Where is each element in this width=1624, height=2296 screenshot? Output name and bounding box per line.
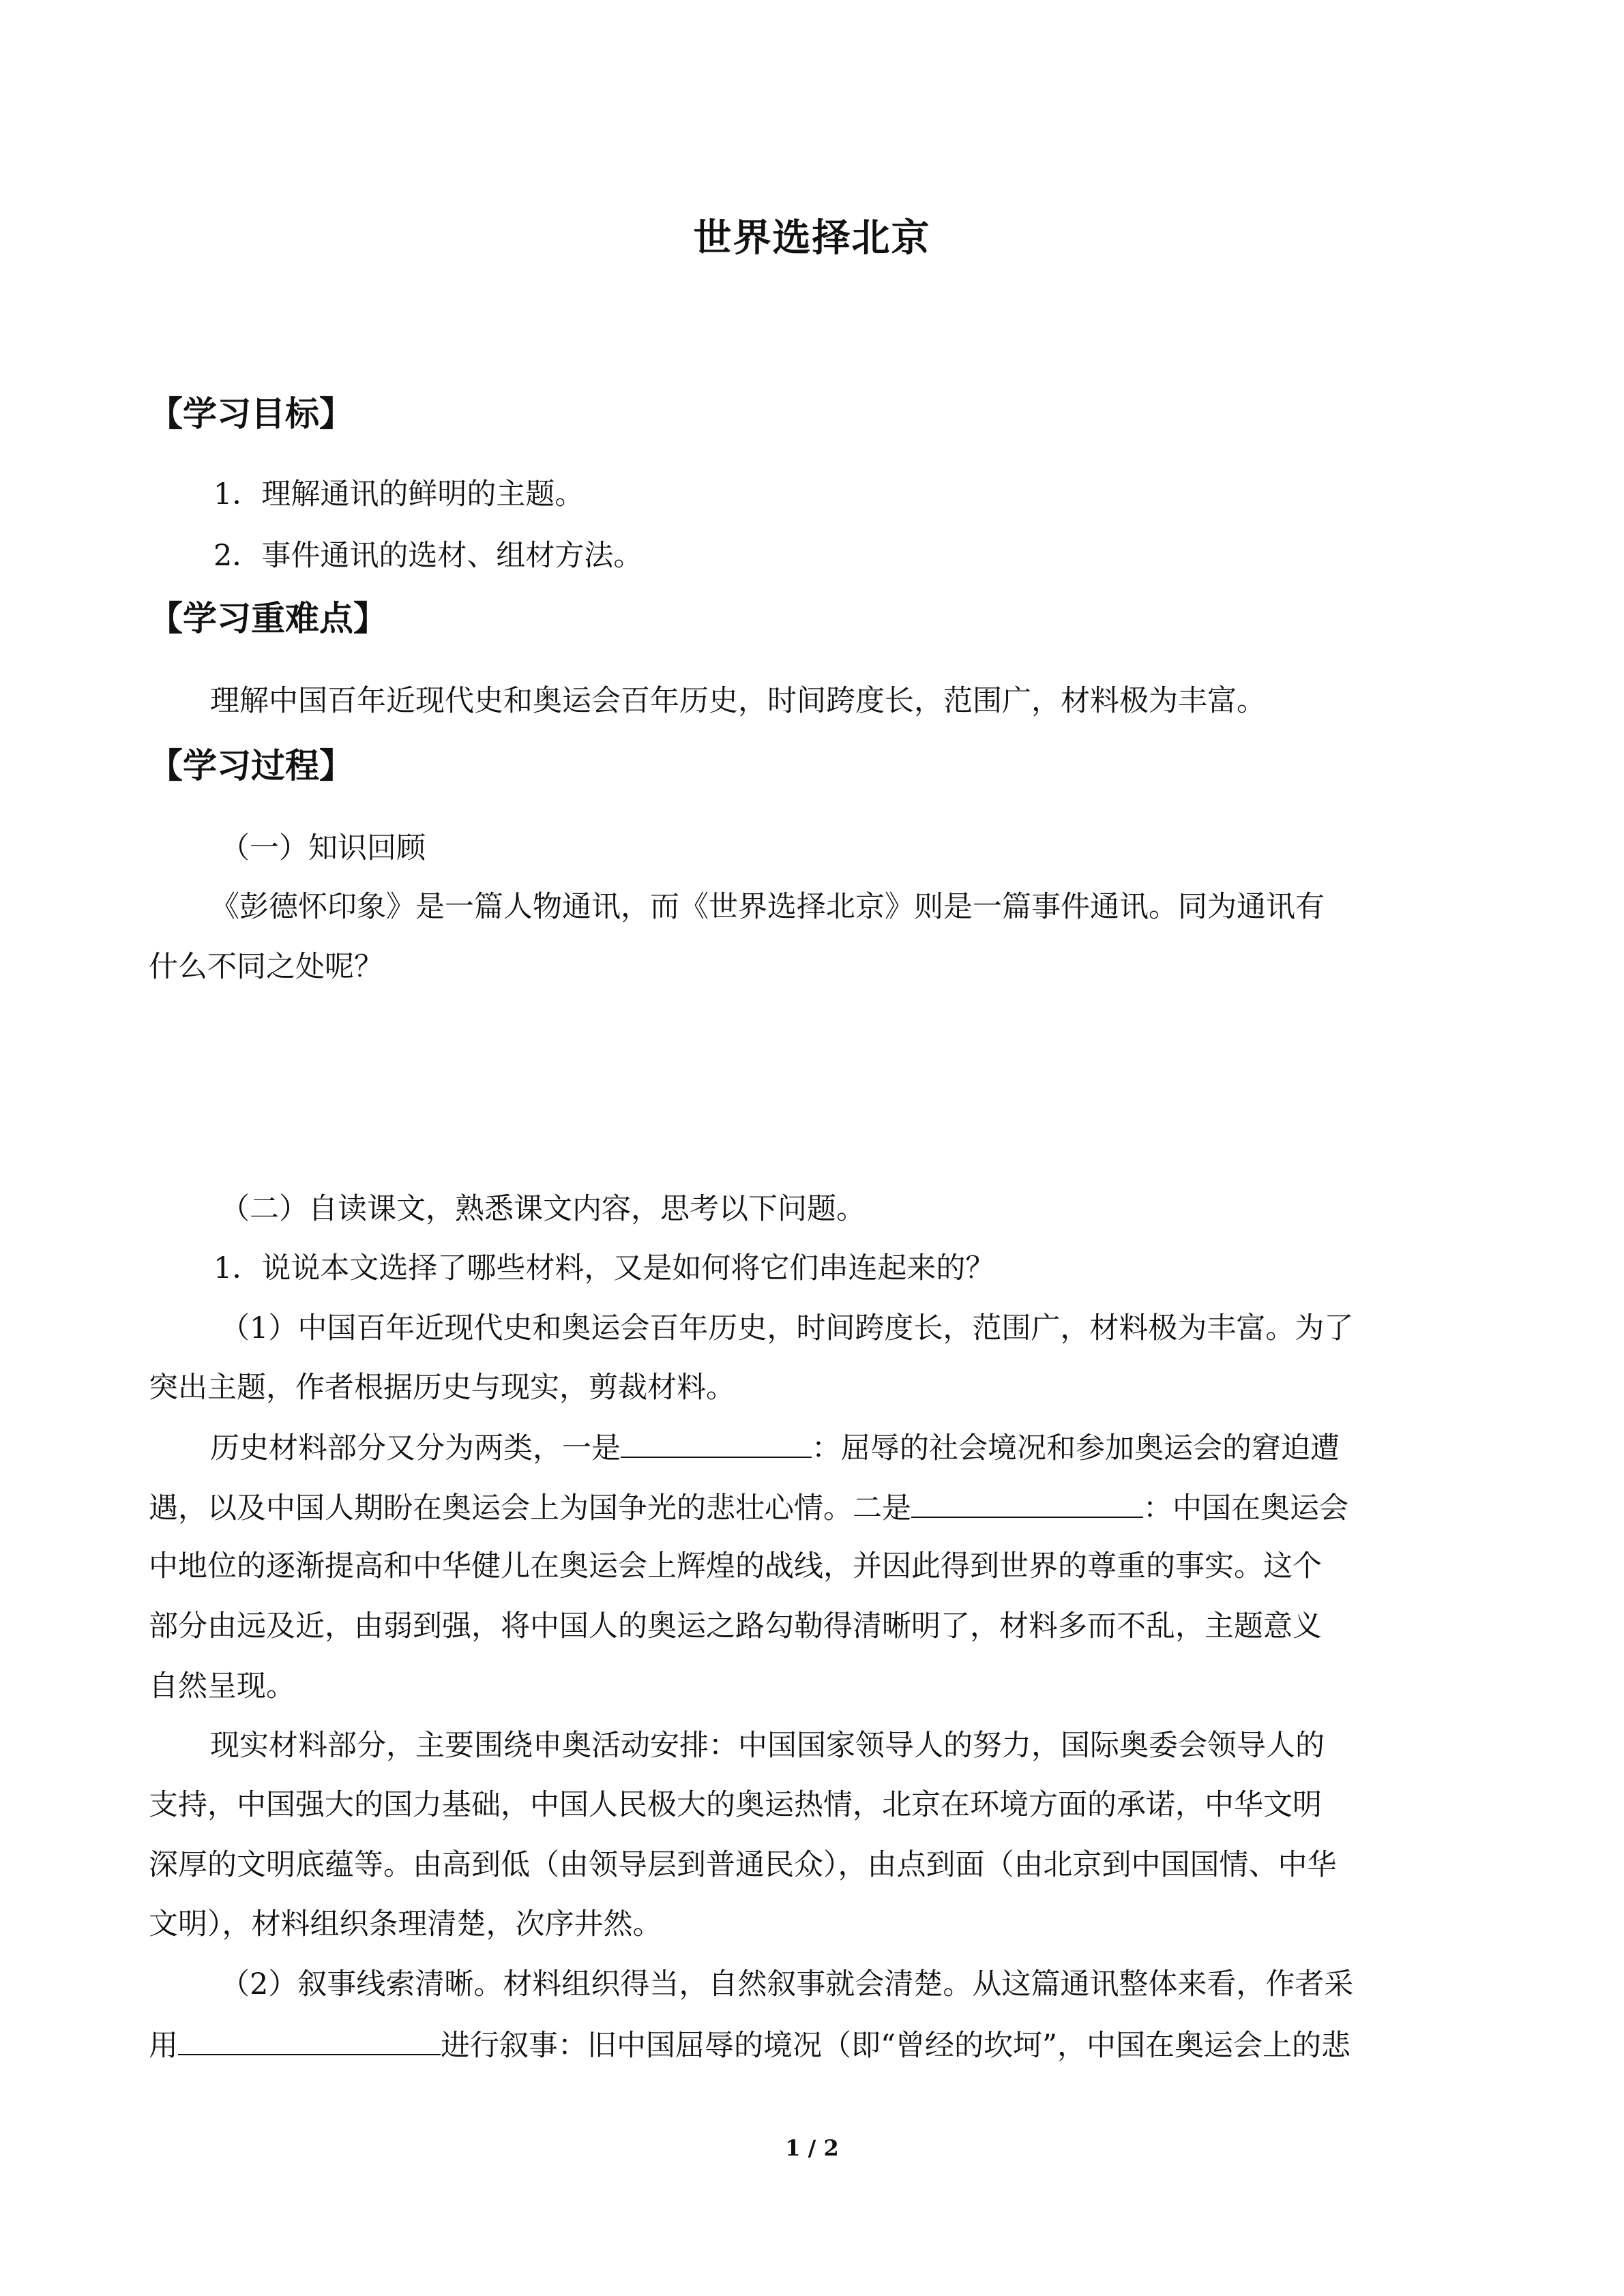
page-number: 1 / 2	[785, 2135, 839, 2161]
paragraph-line	[149, 2024, 1472, 2066]
key-points-text: 理解中国百年近现代史和奥运会百年历史，时间跨度长，范围广，材料极为丰富。	[210, 684, 1266, 718]
text-run: ：屈辱的社会境况和参加奥运会的窘迫遭	[812, 1431, 1340, 1465]
paragraph-line: 支持，中国强大的国力基础，中国人民极大的奥运热情，北京在环境方面的承诺，中华文明	[149, 1788, 1322, 1822]
text-run: 用	[149, 2029, 178, 2063]
paragraph-line: 突出主题，作者根据历史与现实，剪裁材料。	[149, 1371, 735, 1405]
paragraph-line: （1）中国百年近现代史和奥运会百年历史，时间跨度长，范围广，材料极为丰富。为了	[220, 1311, 1354, 1345]
paragraph-line	[149, 1487, 1472, 1529]
fill-in-blank-1[interactable]	[621, 1427, 812, 1458]
paragraph-line	[210, 1427, 1533, 1469]
text-run: 遇，以及中国人期盼在奥运会上为国争光的悲壮心情。二是	[149, 1491, 911, 1525]
text-run: 进行叙事：旧中国屈辱的境况（即“曾经的坎坷”，中国在奥运会上的悲	[441, 2029, 1350, 2063]
paragraph-line: 深厚的文明底蕴等。由高到低（由领导层到普通民众），由点到面（由北京到中国国情、中华	[149, 1848, 1337, 1882]
subheading-review: （一）知识回顾	[220, 831, 426, 865]
fill-in-blank-2[interactable]	[911, 1487, 1143, 1518]
text-run: ：中国在奥运会	[1143, 1491, 1348, 1525]
paragraph-line: 中地位的逐渐提高和中华健儿在奥运会上辉煌的战线，并因此得到世界的尊重的事实。这个	[149, 1549, 1322, 1583]
paragraph-line: 文明），材料组织条理清楚，次序井然。	[149, 1907, 662, 1941]
page-title: 世界选择北京	[693, 216, 931, 260]
paragraph-line: 自然呈现。	[149, 1669, 295, 1703]
fill-in-blank-3[interactable]	[178, 2024, 441, 2055]
goal-item-2: 2．事件通讯的选材、组材方法。	[213, 539, 643, 573]
paragraph-line: 《彭德怀印象》是一篇人物通讯，而《世界选择北京》则是一篇事件通讯。同为通讯有	[210, 890, 1325, 924]
subheading-self-read: （二）自读课文，熟悉课文内容，思考以下问题。	[220, 1192, 866, 1226]
text-run: 历史材料部分又分为两类，一是	[210, 1431, 621, 1465]
paragraph-line: （2）叙事线索清晰。材料组织得当，自然叙事就会清楚。从这篇通讯整体来看，作者采	[220, 1967, 1354, 2001]
heading-key-points: 【学习重难点】	[149, 599, 387, 638]
paragraph-line: 现实材料部分，主要围绕申奥活动安排：中国国家领导人的努力，国际奥委会领导人的	[210, 1729, 1325, 1763]
question-1: 1．说说本文选择了哪些材料，又是如何将它们串连起来的？	[213, 1251, 995, 1285]
paragraph-line: 什么不同之处呢？	[149, 950, 383, 984]
heading-process: 【学习过程】	[149, 746, 353, 786]
paragraph-line: 部分由远及近，由弱到强，将中国人的奥运之路勾勒得清晰明了，材料多而不乱，主题意义	[149, 1609, 1322, 1643]
goal-item-1: 1．理解通讯的鲜明的主题。	[213, 477, 585, 511]
heading-goals: 【学习目标】	[149, 394, 353, 434]
